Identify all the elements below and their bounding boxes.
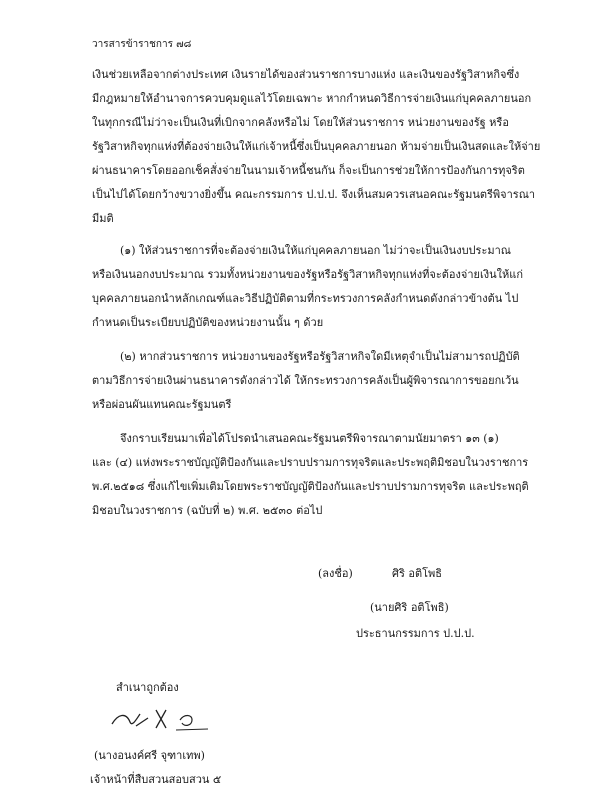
signed-name: ศิริ อติโพธิ [392,567,443,580]
signer-position: ประธานกรรมการ ป.ป.ป. [356,627,475,640]
handwritten-signature [108,700,218,734]
certifier-printed-name: (นางอนงค์ศรี จุฑาเทพ) [94,749,205,762]
paragraph-line: เป็นไปได้โดยกว้างขวางยิ่งขึ้น คณะกรรมการ ป.ป.ป. จึงเห็นสมควรเสนอคณะรัฐมนตรีพิจารณา [92,188,536,201]
paragraph-line: เงินช่วยเหลือจากต่างประเทศ เงินรายได้ของส่วนราชการบางแห่ง และเงินของรัฐวิสาหกิจซึ่ง [92,68,520,81]
paragraph-line: รัฐวิสาหกิจทุกแห่งที่ต้องจ่ายเงินให้แก่เจ้าหนี้ซึ่งเป็นบุคคลภายนอก ห้ามจ่ายเป็นเงินสดและให้จ่าย [92,140,541,153]
paragraph-line: ในทุกกรณีไม่ว่าจะเป็นเงินที่เบิกจากคลังหรือไม่ โดยให้ส่วนราชการ หน่วยงานของรัฐ หรือ [92,116,509,129]
paragraph-line: หรือเงินนอกงบประมาณ รวมทั้งหน่วยงานของรัฐหรือรัฐวิสาหกิจทุกแห่งที่จะต้องจ่ายเงินให้แก่ [92,268,523,281]
paragraph-line: (๑) ให้ส่วนราชการที่จะต้องจ่ายเงินให้แก่บุคคลภายนอก ไม่ว่าจะเป็นเงินงบประมาณ [120,244,511,257]
signed-label: (ลงชื่อ) [318,567,353,580]
paragraph-line: มีกฎหมายให้อำนาจการควบคุมดูแลไว้โดยเฉพาะ หากกำหนดวิธีการจ่ายเงินแก่บุคคลภายนอก [92,92,532,105]
paragraph-line: กำหนดเป็นระเบียบปฏิบัติของหน่วยงานนั้น ๆ ด้วย [92,316,324,329]
paragraph-line: หรือผ่อนผันแทนคณะรัฐมนตรี [92,398,232,411]
certifier-position: เจ้าหน้าที่สืบสวนสอบสวน ๕ [90,773,222,786]
page-header: วารสารข้าราชการ ๗๘ [92,39,192,50]
paragraph-line: (๒) หากส่วนราชการ หน่วยงานของรัฐหรือรัฐวิสาหกิจใดมีเหตุจำเป็นไม่สามารถปฏิบัติ [120,350,520,363]
paragraph-line: และ (๔) แห่งพระราชบัญญัติป้องกันและปราบปรามการทุจริตและประพฤติมิชอบในวงราชการ [92,456,529,469]
paragraph-line: ผ่านธนาคารโดยออกเช็คสั่งจ่ายในนามเจ้าหนี้ชนกัน ก็จะเป็นการช่วยให้การป้องกันการทุจริต [92,164,525,177]
paragraph-line: มีมติ [92,212,114,225]
paragraph-line: พ.ศ.๒๕๑๘ ซึ่งแก้ไขเพิ่มเติมโดยพระราชบัญญัติป้องกันและปราบปรามการทุจริต และประพฤติ [92,480,529,493]
paragraph-line: ตามวิธีการจ่ายเงินผ่านธนาคารดังกล่าวได้ ให้กระทรวงการคลังเป็นผู้พิจารณาการขอยกเว้น [92,374,519,387]
paragraph-line: มิชอบในวงราชการ (ฉบับที่ ๒) พ.ศ. ๒๕๓๐ ต่อไป [92,504,323,517]
printed-name: (นายศิริ อติโพธิ) [370,601,449,614]
paragraph-line: จึงกราบเรียนมาเพื่อได้โปรดนำเสนอคณะรัฐมนตรีพิจารณาตามนัยมาตรา ๑๓ (๑) [120,432,499,445]
certified-label: สำเนาถูกต้อง [116,681,179,694]
paragraph-line: บุคคลภายนอกนำหลักเกณฑ์และวิธีปฏิบัติตามที่กระทรวงการคลังกำหนดดังกล่าวข้างต้น ไป [92,292,519,305]
